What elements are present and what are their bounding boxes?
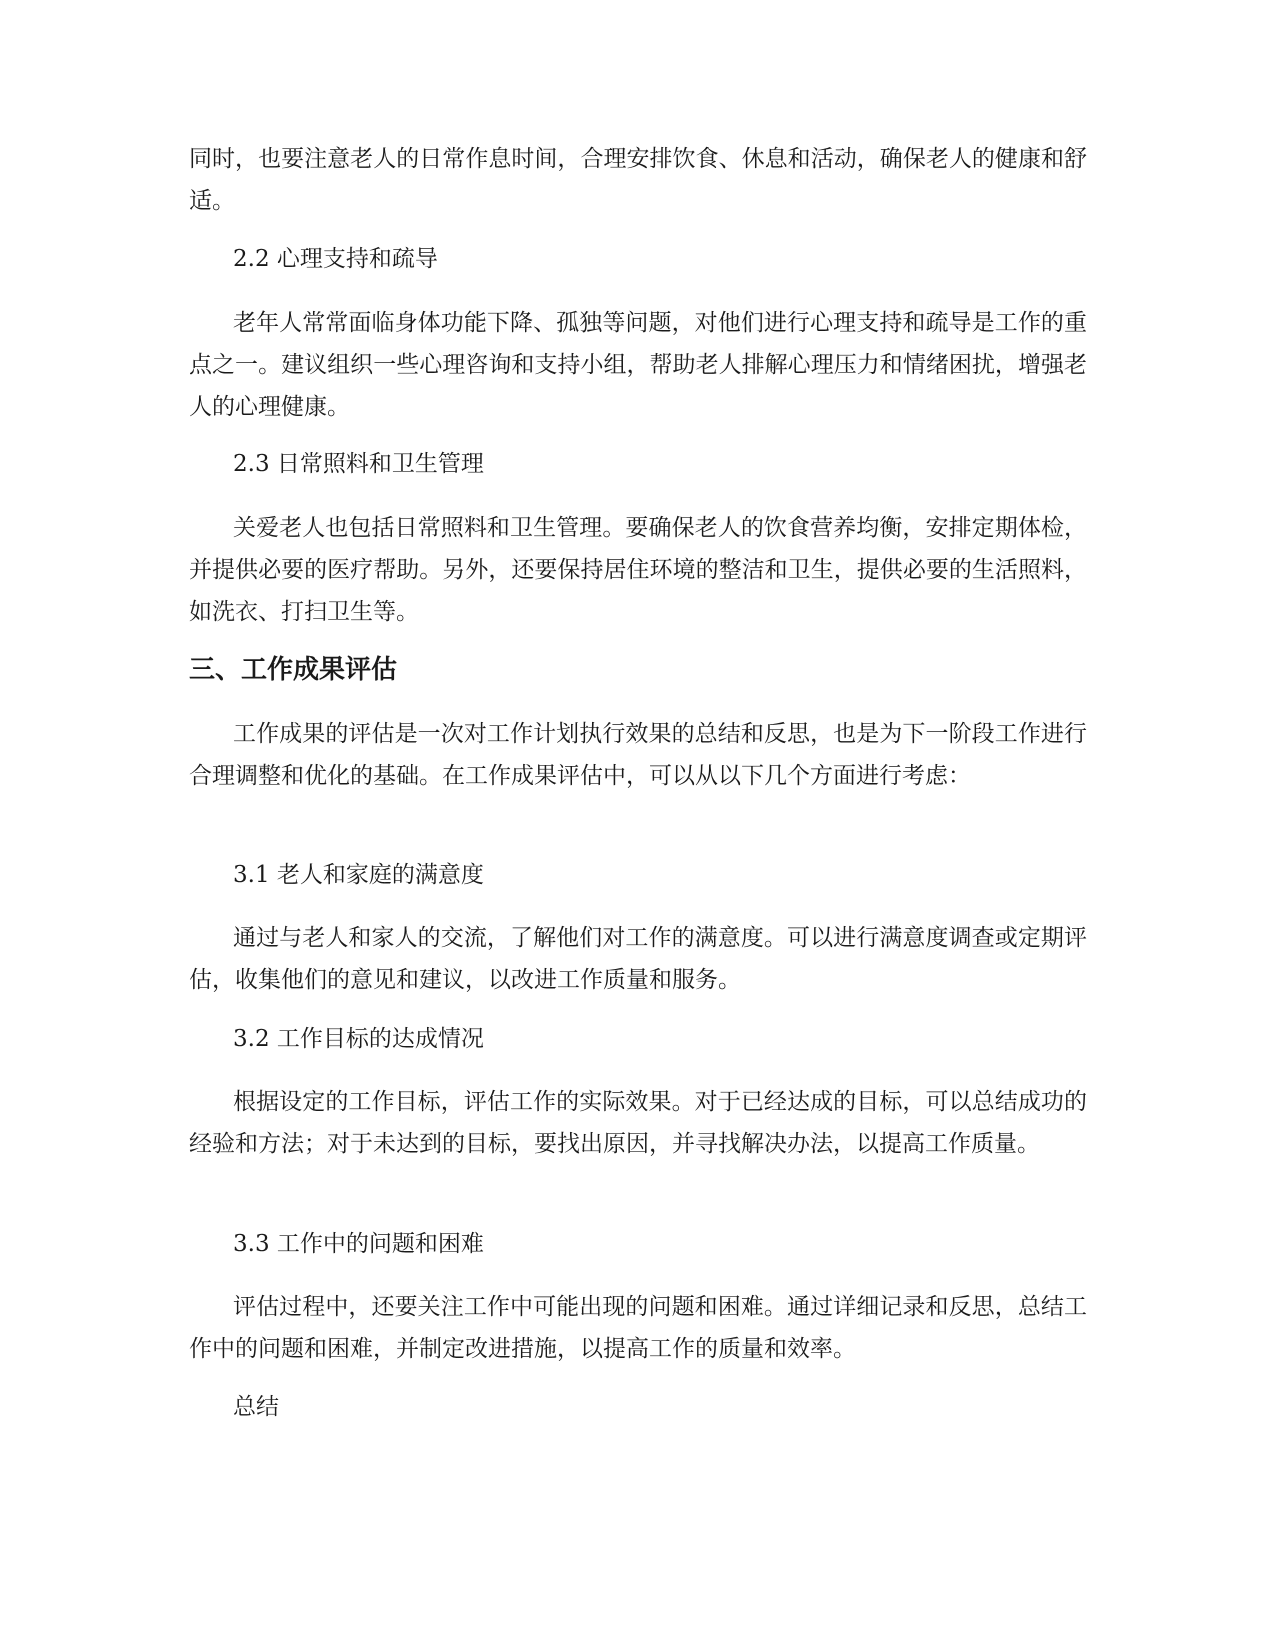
paragraph-daily-routine: 同时，也要注意老人的日常作息时间，合理安排饮食、休息和活动，确保老人的健康和舒适。 — [189, 146, 1087, 214]
paragraph-daily-care: 关爱老人也包括日常照料和卫生管理。要确保老人的饮食营养均衡，安排定期体检，并提供必要的医疗帮助。另外，还要保持居住环境的整洁和卫生，提供必要的生活照料，如洗衣、打扫卫生等。 — [189, 515, 1087, 625]
document-page — [189, 0, 1087, 1650]
paragraph-psychological-support: 老年人常常面临身体功能下降、孤独等问题，对他们进行心理支持和疏导是工作的重点之一。建议组织一些心理咨询和支持小组，帮助老人排解心理压力和情绪困扰，增强老人的心理健康。 — [189, 310, 1087, 420]
paragraph-evaluation-intro: 工作成果的评估是一次对工作计划执行效果的总结和反思，也是为下一阶段工作进行合理调整和优化的基础。在工作成果评估中，可以从以下几个方面进行考虑： — [189, 721, 1087, 789]
paragraph-goals: 根据设定的工作目标，评估工作的实际效果。对于已经达成的目标，可以总结成功的经验和方法；对于未达到的目标，要找出原因，并寻找解决办法，以提高工作质量。 — [189, 1089, 1087, 1157]
paragraph-problems: 评估过程中，还要关注工作中可能出现的问题和困难。通过详细记录和反思，总结工作中的问题和困难，并制定改进措施，以提高工作的质量和效率。 — [189, 1294, 1087, 1362]
subheading-3-1: 3.1 老人和家庭的满意度 — [233, 862, 484, 888]
paragraph-satisfaction: 通过与老人和家人的交流，了解他们对工作的满意度。可以进行满意度调查或定期评估，收集他们的意见和建议，以改进工作质量和服务。 — [189, 925, 1087, 993]
subheading-2-3: 2.3 日常照料和卫生管理 — [233, 451, 484, 477]
subheading-3-3: 3.3 工作中的问题和困难 — [233, 1231, 484, 1257]
subheading-2-2: 2.2 心理支持和疏导 — [233, 246, 438, 272]
summary-heading: 总结 — [233, 1394, 279, 1420]
subheading-3-2: 3.2 工作目标的达成情况 — [233, 1026, 484, 1052]
section-heading-3: 三、工作成果评估 — [189, 655, 398, 685]
